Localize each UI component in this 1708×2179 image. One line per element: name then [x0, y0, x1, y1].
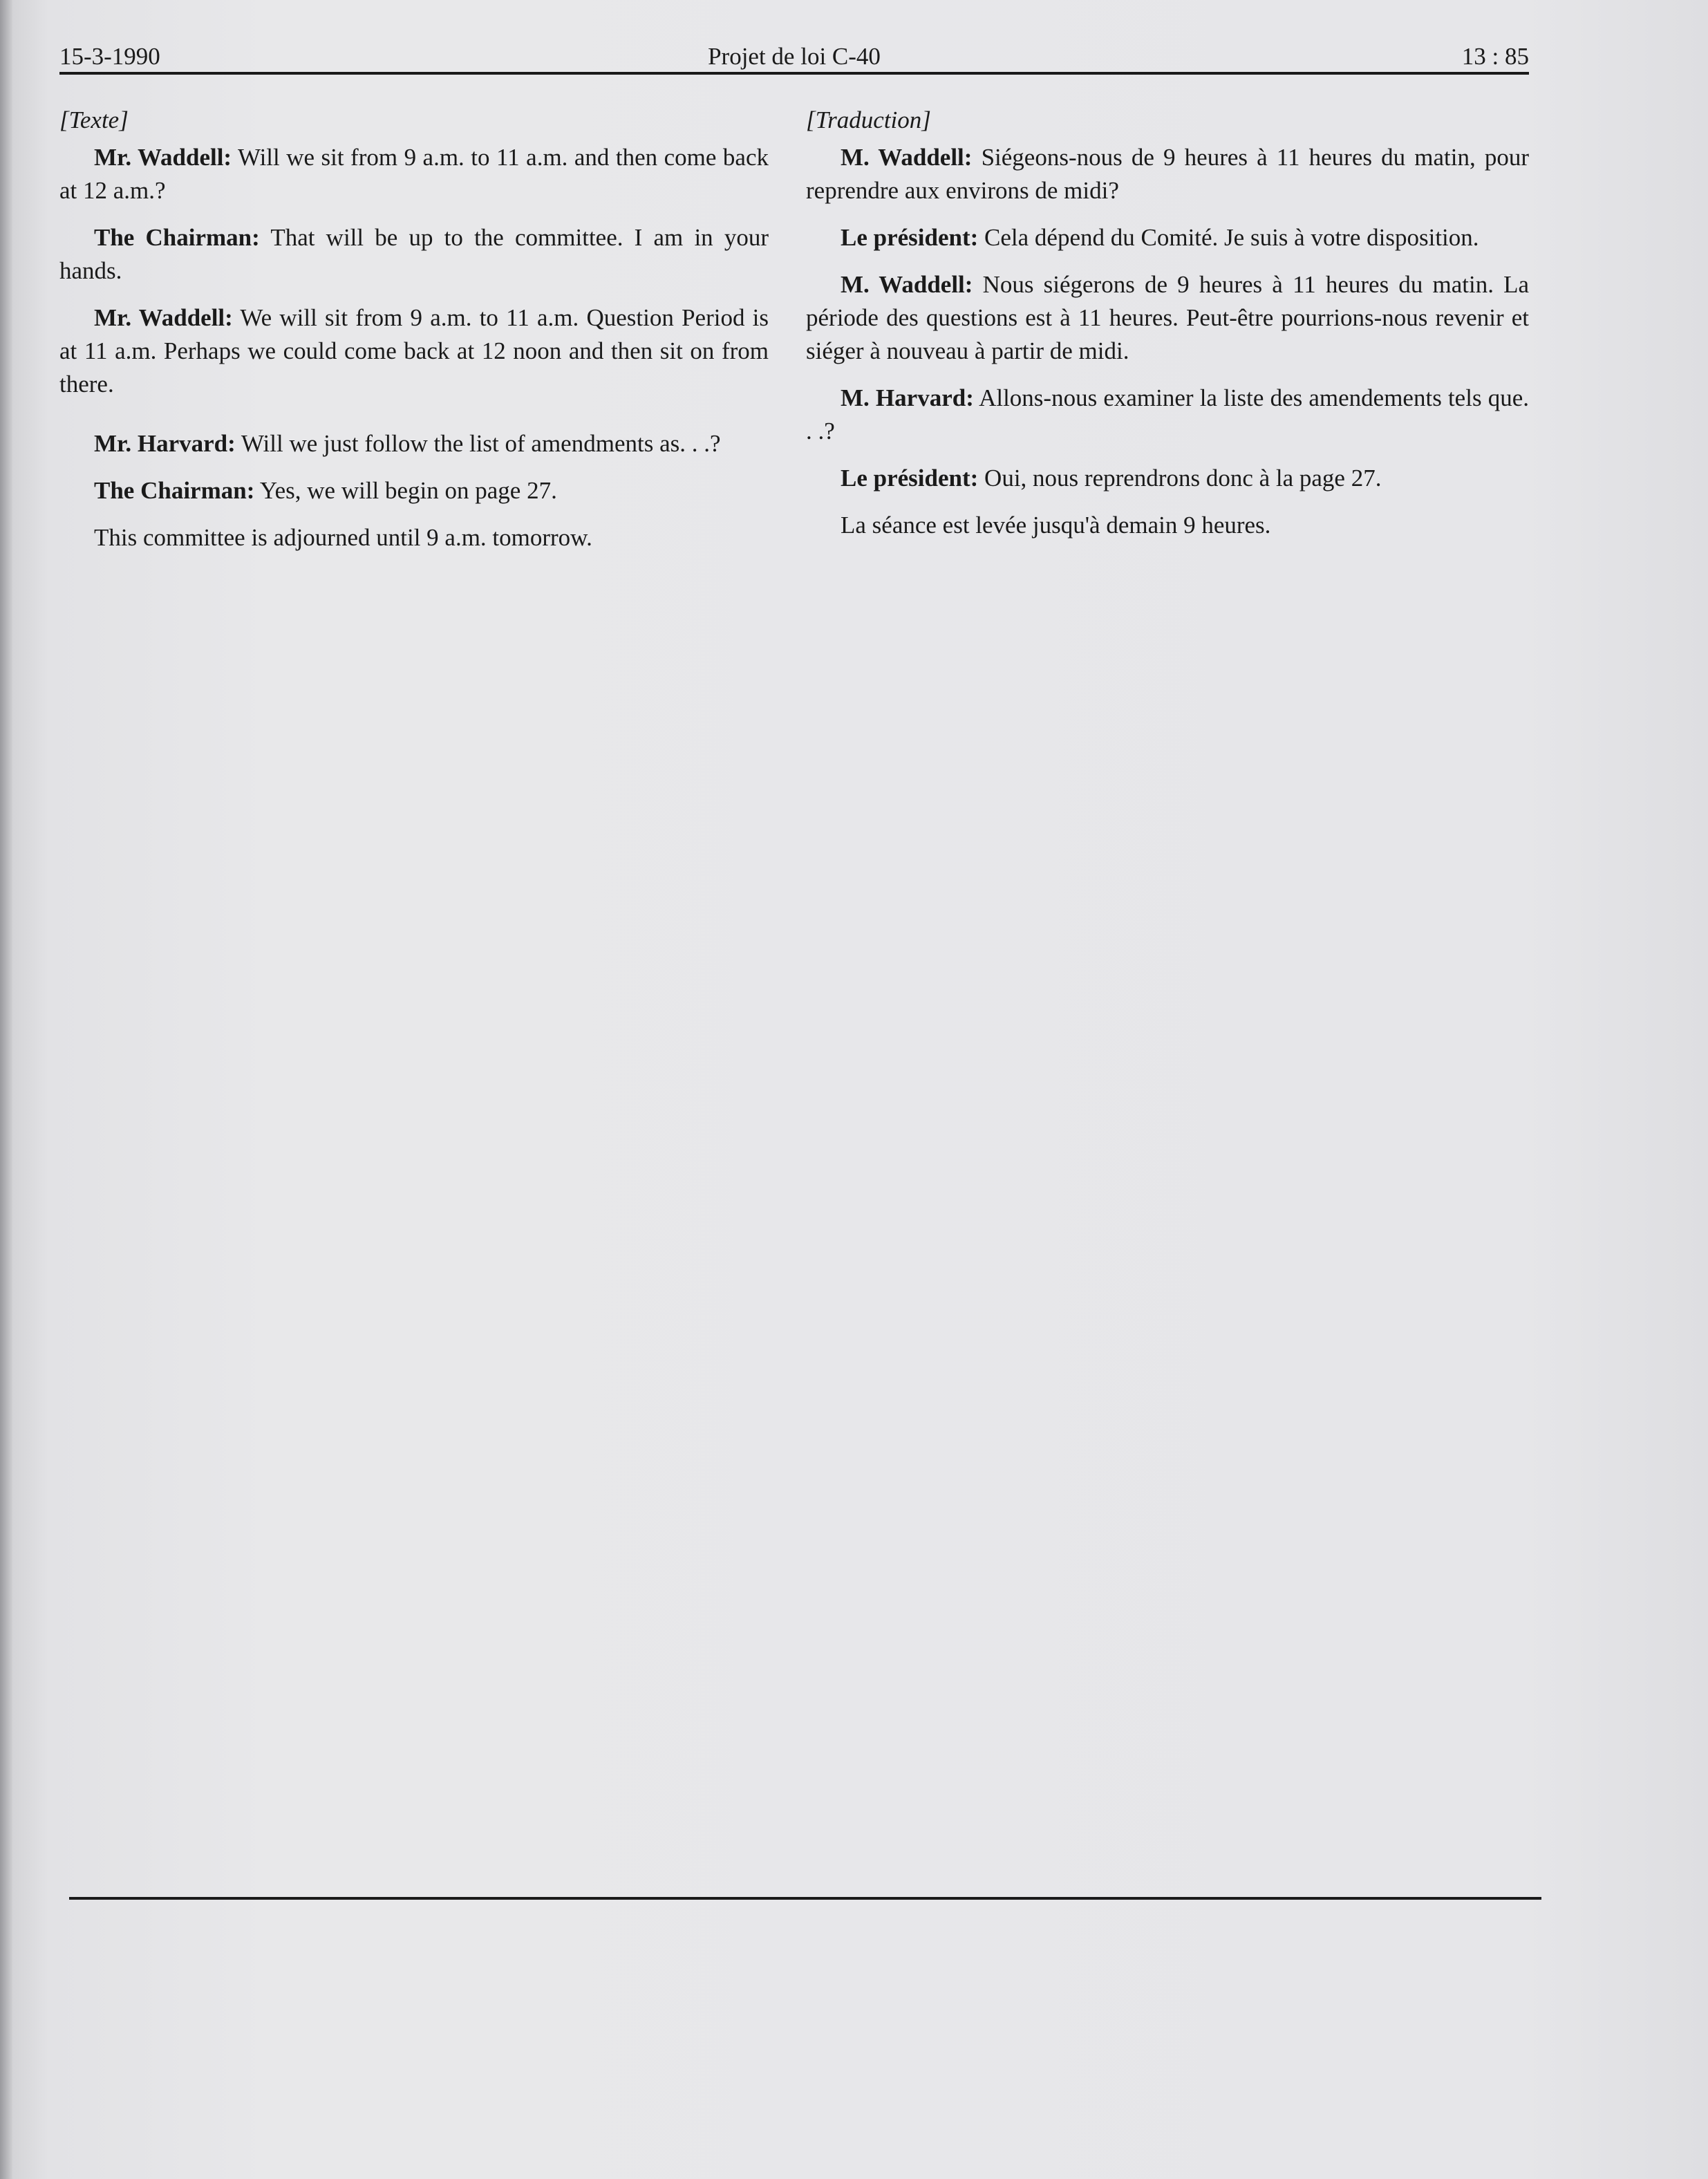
french-paragraph — [806, 141, 1529, 207]
english-paragraph — [59, 301, 769, 401]
paragraph-text: We will sit from 9 a.m. to 11 a.m. Question Period is at 11 a.m. Perhaps we could come back at 12 noon and then sit on from there. — [59, 304, 769, 398]
english-paragraph — [59, 474, 769, 507]
paragraph-text: Cela dépend du Comité. Je suis à votre disposition. — [978, 224, 1479, 251]
speaker-name: M. Waddell: — [841, 144, 973, 171]
speaker-name: Mr. Waddell: — [94, 304, 233, 331]
french-paragraph — [806, 462, 1529, 495]
paragraph-text: Nous siégerons de 9 heures à 11 heures du matin. La période des questions est à 11 heures. Peut-être pourrions-nous revenir et siéger à nouveau à partir de midi. — [806, 271, 1530, 364]
paragraph-text: Allons-nous examiner la liste des amendements tels que. . .? — [806, 384, 1529, 445]
header-title: Projet de loi C-40 — [708, 43, 881, 70]
speaker-name: Mr. Harvard: — [94, 430, 236, 457]
french-paragraph — [806, 509, 1529, 542]
paragraph-text: This committee is adjourned until 9 a.m. tomorrow. — [94, 524, 592, 551]
english-paragraph — [59, 141, 769, 207]
page-edge-shadow — [0, 0, 12, 2179]
speaker-name: Le président: — [841, 465, 979, 492]
paragraph-text: Oui, nous reprendrons donc à la page 27. — [978, 465, 1382, 492]
speaker-name: M. Harvard: — [841, 384, 974, 411]
french-label: [Traduction] — [806, 106, 931, 133]
english-paragraph — [59, 521, 769, 554]
french-column — [806, 104, 1529, 556]
english-label: [Texte] — [59, 106, 129, 133]
speaker-name: The Chairman: — [94, 224, 260, 251]
paragraph-text: Will we just follow the list of amendments as. . .? — [235, 430, 721, 457]
english-paragraph — [59, 221, 769, 288]
paragraph-text: That will be up to the committee. I am in your hands. — [59, 224, 769, 284]
header-date: 15-3-1990 — [59, 43, 160, 70]
paragraph-text: Yes, we will begin on page 27. — [254, 477, 557, 504]
french-label-text: Traduction — [815, 106, 922, 133]
english-column — [59, 104, 769, 568]
bottom-rule — [69, 1897, 1541, 1900]
speaker-name: The Chairman: — [94, 477, 255, 504]
french-paragraph — [806, 268, 1529, 368]
french-paragraph — [806, 221, 1529, 254]
speaker-name: Mr. Waddell: — [94, 144, 232, 171]
speaker-name: M. Waddell: — [841, 271, 973, 298]
english-label-text: Texte — [68, 106, 120, 133]
english-paragraph — [59, 427, 769, 460]
paragraph-text: Will we sit from 9 a.m. to 11 a.m. and then come back at 12 a.m.? — [59, 144, 769, 204]
french-paragraph — [806, 382, 1529, 448]
speaker-name: Le président: — [841, 224, 979, 251]
header-page-number: 13 : 85 — [1461, 43, 1529, 70]
paragraph-text: La séance est levée jusqu'à demain 9 heures. — [841, 512, 1271, 539]
paragraph-text: Siégeons-nous de 9 heures à 11 heures du matin, pour reprendre aux environs de midi? — [806, 144, 1530, 204]
page-header — [59, 36, 1529, 75]
